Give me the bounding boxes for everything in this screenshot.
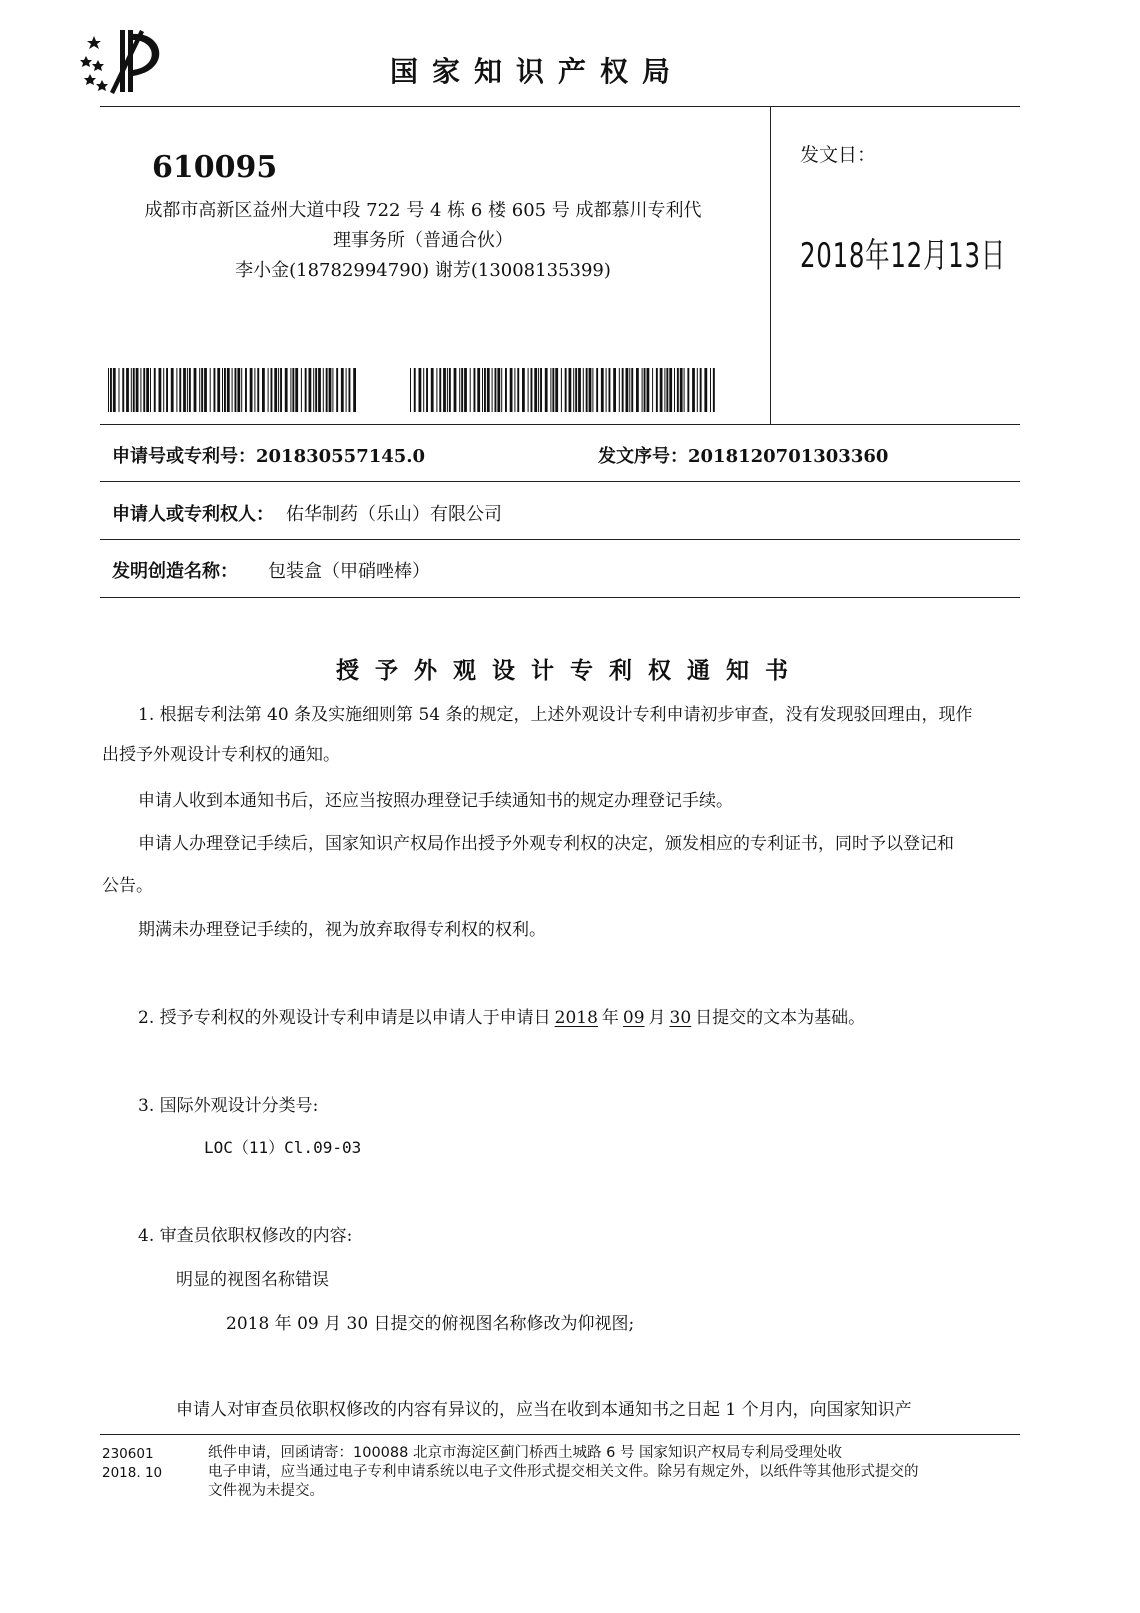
info-rule-2 <box>100 481 1020 482</box>
design-name-row <box>112 557 430 583</box>
form-version: 2018. 10 <box>102 1465 163 1481</box>
postcode: 610095 <box>152 150 278 185</box>
paragraph-grant-line-2: 公告。 <box>102 876 153 896</box>
applicant-row <box>112 500 502 526</box>
section-4-label: 4. 审查员依职权修改的内容: <box>138 1226 353 1246</box>
filing-year-unit: 年 <box>601 1008 619 1028</box>
section-3-label: 3. 国际外观设计分类号: <box>138 1096 319 1116</box>
correction-item: 明显的视图名称错误 <box>176 1270 329 1290</box>
date-column-divider <box>770 106 771 424</box>
loc-classification: LOC（11）Cl.09-03 <box>204 1138 362 1157</box>
recipient-contacts: 李小金(18782994790) 谢芳(13008135399) <box>235 260 611 281</box>
footer-line-3: 文件视为未提交。 <box>208 1483 324 1499</box>
application-number-label: 申请号或专利号： <box>112 446 256 467</box>
section-2-suffix: 日提交的文本为基础。 <box>695 1008 866 1028</box>
section-1-line-1: 1. 根据专利法第 40 条及实施细则第 54 条的规定，上述外观设计专利申请初步审查，没有发现驳回理由，现作 <box>138 705 973 725</box>
applicant-label: 申请人或专利权人： <box>112 504 274 525</box>
agency-name: 国家知识产权局 <box>390 55 685 88</box>
correction-detail: 2018 年 09 月 30 日提交的俯视图名称修改为仰视图; <box>226 1314 635 1334</box>
design-name-value: 包装盒（甲硝唑棒） <box>268 561 430 582</box>
header-rule <box>100 106 1020 107</box>
footer-rule <box>100 1434 1020 1435</box>
paragraph-expiry: 期满未办理登记手续的，视为放弃取得专利权的权利。 <box>138 920 546 940</box>
filing-month-unit: 月 <box>648 1008 666 1028</box>
section-1-line-2: 出授予外观设计专利权的通知。 <box>102 745 340 765</box>
cnipa-logo-icon <box>80 22 172 100</box>
filing-month: 09 <box>622 1008 645 1028</box>
filing-day: 30 <box>669 1008 692 1028</box>
issue-date-label: 发文日： <box>800 144 877 166</box>
address-line-2: 理事务所（普通合伙） <box>333 230 513 251</box>
notice-title: 授予外观设计专利权通知书 <box>336 658 804 684</box>
serial-number-row <box>598 442 888 468</box>
footer-line-2: 电子申请，应当通过电子专利申请系统以电子文件形式提交相关文件。除另有规定外，以纸件等其他形式提交的 <box>208 1464 919 1480</box>
serial-number-label: 发文序号： <box>598 446 688 467</box>
design-name-label: 发明创造名称： <box>112 561 238 582</box>
paragraph-grant-line-1: 申请人办理登记手续后，国家知识产权局作出授予外观专利权的决定，颁发相应的专利证书，同时予以登记和 <box>138 834 954 854</box>
issue-date-value: 2018年12月13日 <box>800 236 1006 276</box>
paragraph-registration: 申请人收到本通知书后，还应当按照办理登记手续通知书的规定办理登记手续。 <box>138 791 733 811</box>
barcode-1 <box>108 368 360 412</box>
section-2 <box>138 1000 865 1036</box>
serial-number-value: 2018120701303360 <box>688 446 889 467</box>
application-number-row <box>112 442 425 468</box>
info-rule-1 <box>100 424 1020 425</box>
application-number-value: 201830557145.0 <box>256 446 426 467</box>
barcode-2 <box>410 368 715 412</box>
applicant-value: 佑华制药（乐山）有限公司 <box>286 504 502 525</box>
footer-line-1: 纸件申请，回函请寄：100088 北京市海淀区蓟门桥西土城路 6 号 国家知识产权局专利局受理处收 <box>208 1445 843 1461</box>
form-code: 230601 <box>102 1446 154 1462</box>
section-2-prefix: 2. 授予专利权的外观设计专利申请是以申请人于申请日 <box>138 1008 551 1028</box>
filing-year: 2018 <box>554 1008 598 1028</box>
objection-paragraph: 申请人对审查员依职权修改的内容有异议的，应当在收到本通知书之日起 1 个月内，向国家知识产 <box>176 1400 912 1420</box>
info-rule-4 <box>100 597 1020 598</box>
address-line-1: 成都市高新区益州大道中段 722 号 4 栋 6 楼 605 号 成都慕川专利代 <box>144 200 702 221</box>
info-rule-3 <box>100 539 1020 540</box>
